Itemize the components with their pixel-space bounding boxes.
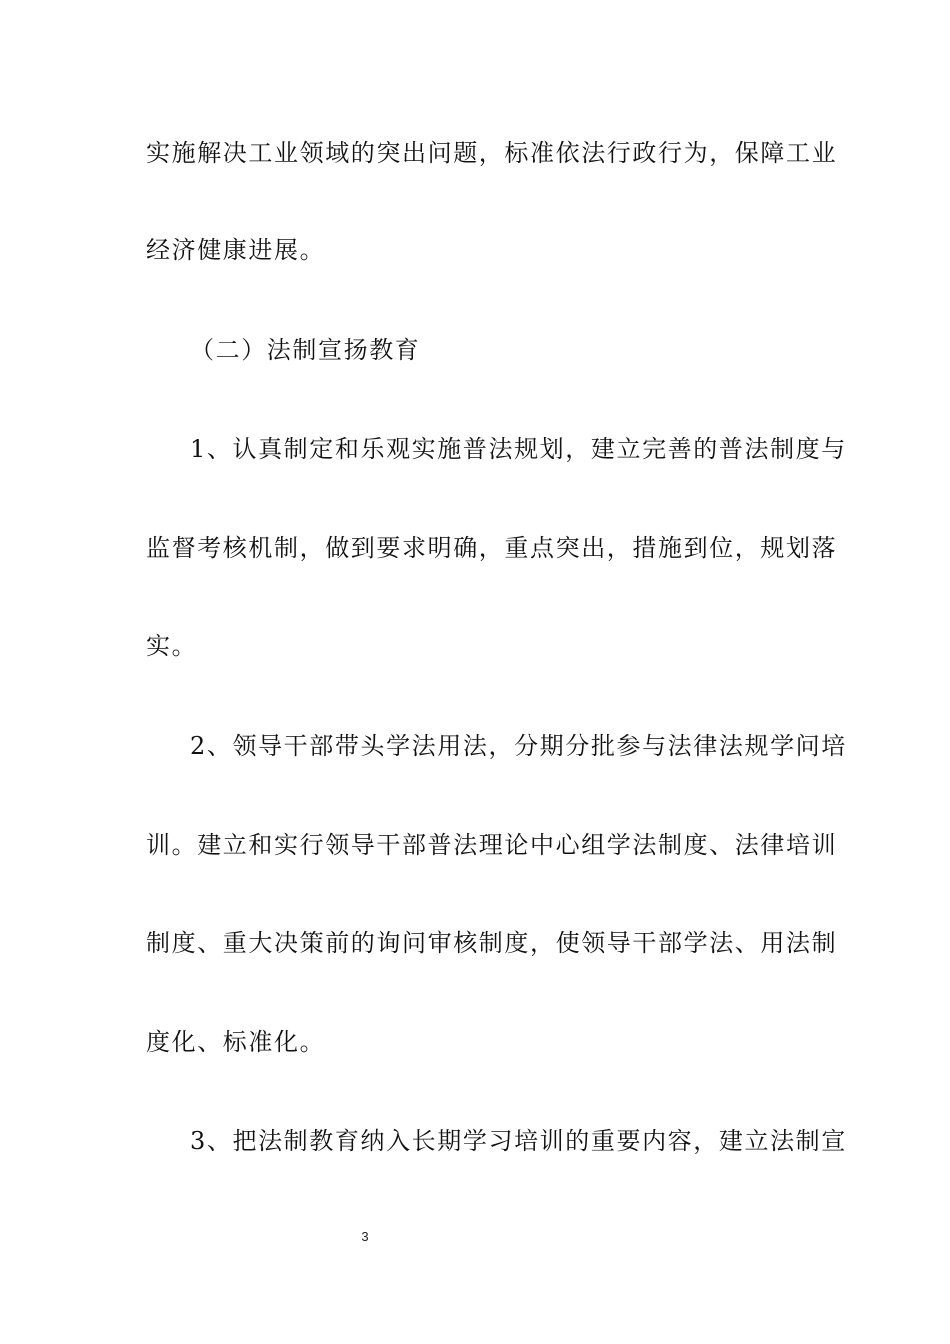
text-line: 训。建立和实行领导干部普法理论中心组学法制度、法律培训 — [146, 831, 838, 859]
page-number: 3 — [361, 1229, 369, 1244]
text-line: 度化、标准化。 — [146, 1028, 326, 1056]
text-line: 1、认真制定和乐观实施普法规划，建立完善的普法制度与 — [190, 435, 847, 463]
text-line: 2、领导干部带头学法用法，分期分批参与法律法规学问培 — [190, 732, 847, 760]
text-line: 监督考核机制，做到要求明确，重点突出，措施到位，规划落 — [146, 534, 838, 562]
text-line: 实施解决工业领域的突出问题，标准依法行政行为，保障工业 — [146, 139, 838, 167]
text-line: 制度、重大决策前的询问审核制度，使领导干部学法、用法制 — [146, 929, 838, 957]
text-line: 经济健康进展。 — [146, 236, 326, 264]
text-line: 实。 — [146, 632, 198, 660]
text-line: 3、把法制教育纳入长期学习培训的重要内容，建立法制宣 — [190, 1127, 847, 1155]
section-heading: （二）法制宣扬教育 — [190, 336, 421, 364]
